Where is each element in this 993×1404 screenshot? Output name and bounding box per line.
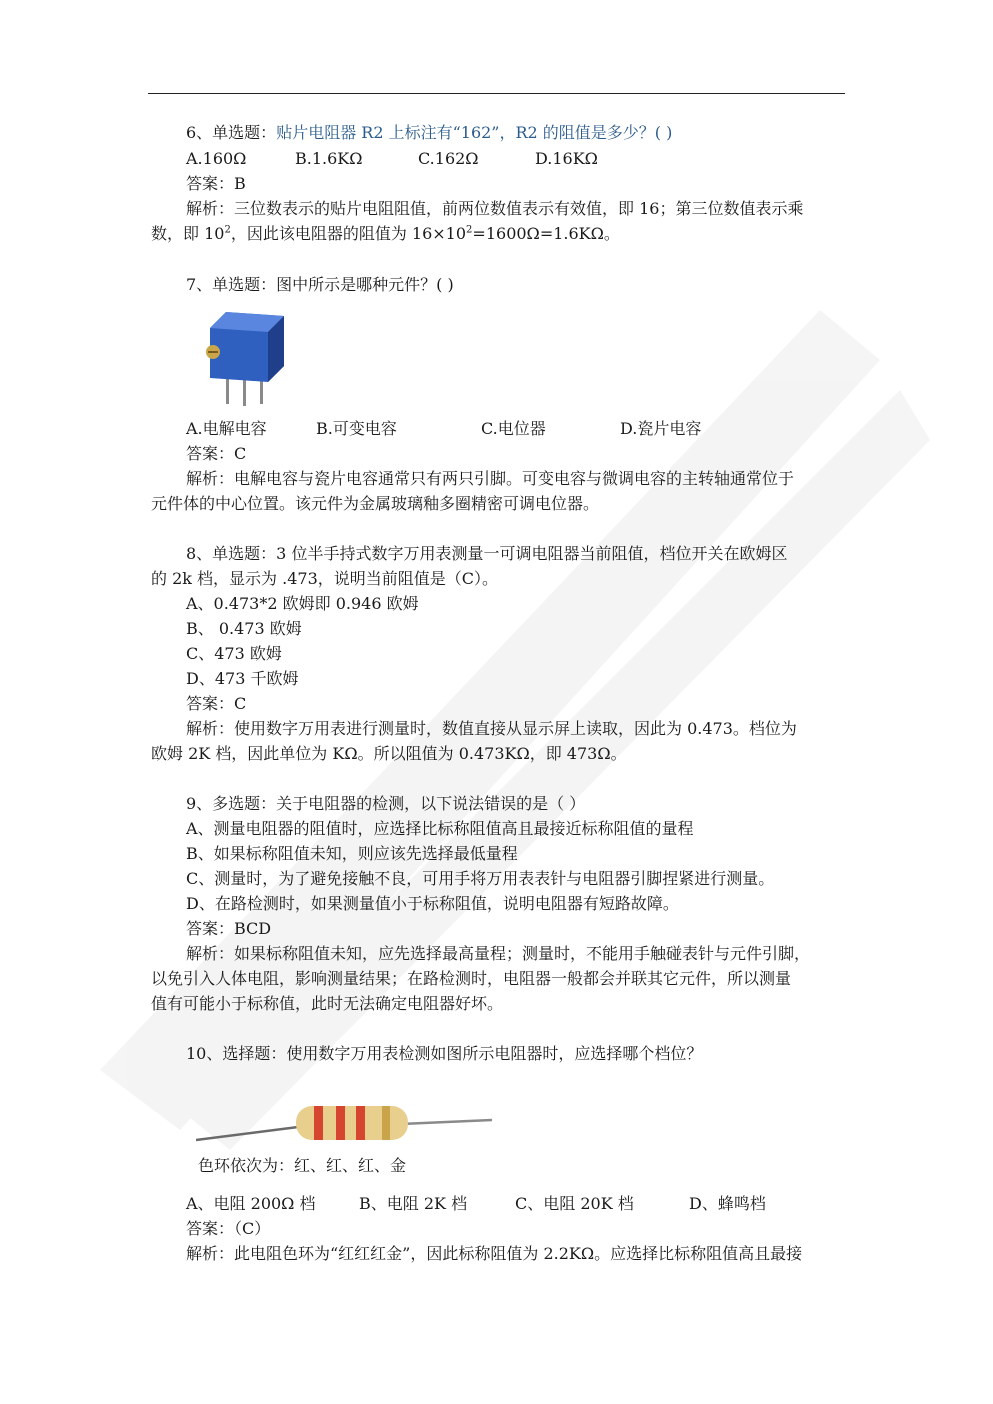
q9-option-c: C、测量时，为了避免接触不良，可用手将万用表表针与电阻器引脚捏紧进行测量。 [186,869,775,888]
q10-option-a: A、电阻 200Ω 档 [186,1194,316,1213]
q9-analysis-line1: 解析：如果标称阻值未知，应先选择最高量程；测量时，不能用手触碰表针与元件引脚， [186,944,811,963]
q9-option-b: B、如果标称阻值未知，则应该先选择最低量程 [186,844,518,863]
q8-option-b: B、 0.473 欧姆 [186,619,302,638]
q8-option-d: D、473 千欧姆 [186,669,299,688]
q7-answer: 答案：C [186,444,247,463]
q6-question-text: 贴片电阻器 R2 上标注有“162”，R2 的阻值是多少？( ) [276,123,673,142]
q10-option-b: B、电阻 2K 档 [359,1194,468,1213]
q6-option-a: A.160Ω [186,149,247,168]
q6-superscript-2: 2 [466,224,473,236]
q7-analysis-line1: 解析：电解电容与瓷片电容通常只有两只引脚。可变电容与微调电容的主转轴通常位于 [186,469,795,488]
q6-option-c: C.162Ω [418,149,479,168]
q10-answer: 答案：（C） [186,1219,271,1238]
q8-stem-line1: 8、单选题：3 位半手持式数字万用表测量一可调电阻器当前阻值，档位开关在欧姆区 [186,544,788,563]
q8-option-c: C、473 欧姆 [186,644,282,663]
q6-analysis-part3: =1600Ω=1.6KΩ。 [472,224,620,243]
q7-analysis-line2: 元件体的中心位置。该元件为金属玻璃釉多圈精密可调电位器。 [151,494,600,513]
q10-option-c: C、电阻 20K 档 [515,1194,634,1213]
q6-prefix: 6、单选题： [186,123,277,142]
q7-option-d: D.瓷片电容 [620,419,702,438]
q10-option-d: D、蜂鸣档 [689,1194,766,1213]
q6-option-d: D.16KΩ [535,149,598,168]
q7-stem: 7、单选题：图中所示是哪种元件？( ) [186,275,454,294]
q8-stem-line2: 的 2k 档，显示为 .473，说明当前阻值是（C）。 [151,569,499,588]
q7-option-c: C.电位器 [481,419,546,438]
q7-option-a: A.电解电容 [186,419,267,438]
q9-analysis-line3: 值有可能小于标称值，此时无法确定电阻器好坏。 [151,994,504,1013]
q9-option-d: D、在路检测时，如果测量值小于标称阻值，说明电阻器有短路故障。 [186,894,679,913]
q8-option-a: A、0.473*2 欧姆即 0.946 欧姆 [186,594,419,613]
q10-image-caption: 色环依次为：红、红、红、金 [198,1156,407,1175]
q9-answer: 答案：BCD [186,919,272,938]
q9-stem: 9、多选题：关于电阻器的检测，以下说法错误的是（ ） [186,794,586,813]
q6-superscript-1: 2 [224,224,231,236]
q9-option-a: A、测量电阻器的阻值时，应选择比标称阻值高且最接近标称阻值的量程 [186,819,694,838]
q8-analysis-line2: 欧姆 2K 档，因此单位为 KΩ。所以阻值为 0.473KΩ，即 473Ω。 [151,744,627,763]
q10-analysis-line1: 解析：此电阻色环为“红红红金”，因此标称阻值为 2.2KΩ。应选择比标称阻值高且最接 [186,1244,803,1263]
q10-stem: 10、选择题：使用数字万用表检测如图所示电阻器时，应选择哪个档位？ [186,1044,703,1063]
trimmer-potentiometer-photo [196,306,296,406]
q8-answer: 答案：C [186,694,247,713]
q6-analysis-part1: 数，即 10 [151,224,225,243]
q6-analysis-line1: 解析：三位数表示的贴片电阻阻值，前两位数值表示有效值，即 16；第三位数值表示乘 [186,199,804,218]
q6-answer: 答案：B [186,174,246,193]
q6-analysis-part2: ，因此该电阻器的阻值为 16×10 [230,224,467,243]
q6-analysis-line2 [151,223,620,245]
q6-option-b: B.1.6KΩ [295,149,363,168]
q9-analysis-line2: 以免引入人体电阻，影响测量结果；在路检测时，电阻器一般都会并联其它元件，所以测量 [151,969,792,988]
q7-option-b: B.可变电容 [316,419,397,438]
q8-analysis-line1: 解析：使用数字万用表进行测量时，数值直接从显示屏上读取，因此为 0.473。档位为 [186,719,797,738]
q6-stem [186,122,672,144]
header-rule [148,93,845,94]
color-band-resistor-photo [196,1094,494,1146]
